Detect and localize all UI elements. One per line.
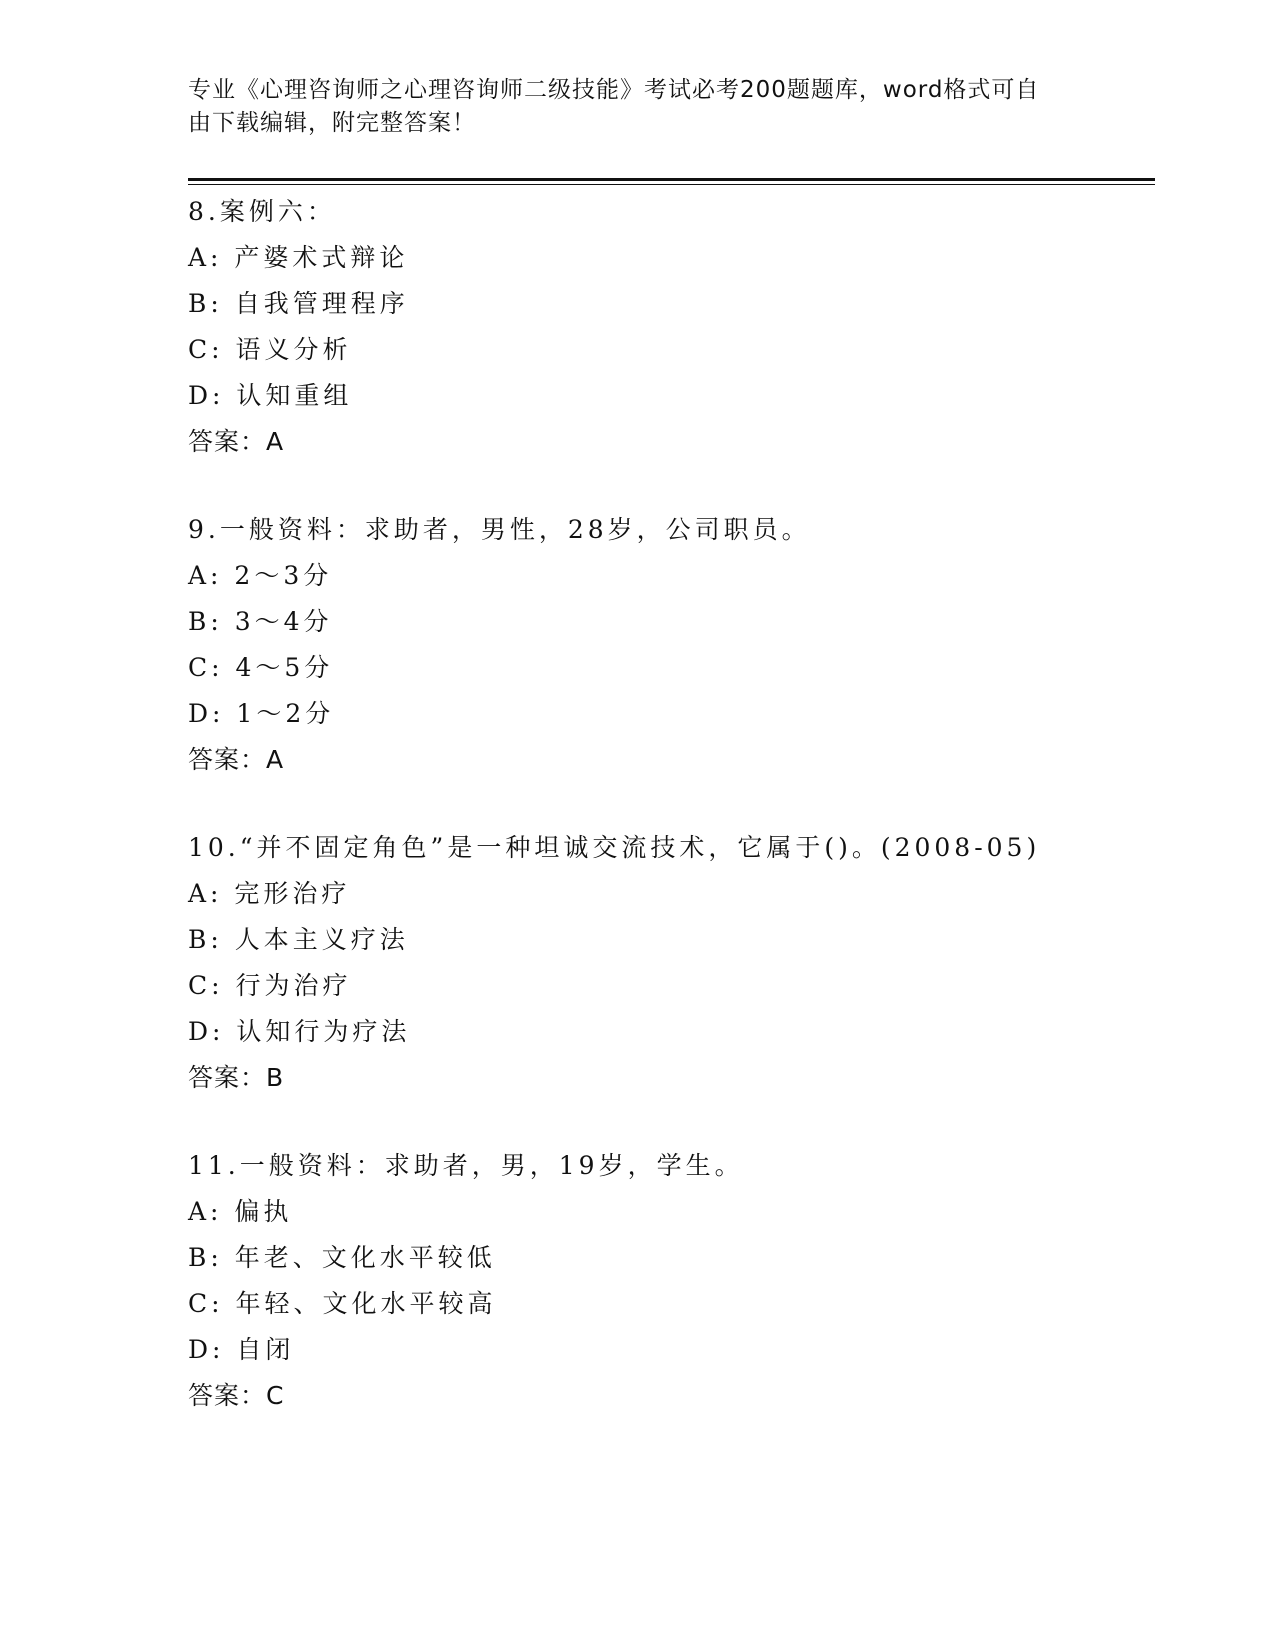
question-8 (188, 189, 1148, 465)
option-d: D: 自闭 (188, 1335, 295, 1364)
option-a: A: 偏执 (188, 1197, 293, 1226)
question-stem: 9.一般资料：求助者，男性，28岁，公司职员。 (188, 515, 811, 544)
header-divider-thin (188, 184, 1155, 185)
option-b: B: 自我管理程序 (188, 289, 409, 318)
option-a: A: 2～3分 (188, 561, 333, 590)
question-10 (188, 825, 1148, 1101)
question-stem: 11.一般资料：求助者，男，19岁，学生。 (188, 1151, 744, 1180)
question-stem: 8.案例六： (188, 197, 336, 226)
answer-line: 答案：A (188, 427, 285, 456)
header-line-2: 由下载编辑，附完整答案！ (188, 110, 476, 136)
option-c: C: 年轻、文化水平较高 (188, 1289, 497, 1318)
answer-line: 答案：C (188, 1381, 285, 1410)
question-list (188, 189, 1148, 1461)
answer-line: 答案：B (188, 1063, 285, 1092)
option-b: B: 3～4分 (188, 607, 333, 636)
header-line-1: 专业《心理咨询师之心理咨询师二级技能》考试必考200题题库，word格式可自 (188, 77, 1040, 103)
option-b: B: 年老、文化水平较低 (188, 1243, 496, 1272)
option-c: C: 行为治疗 (188, 971, 352, 1000)
option-a: A: 产婆术式辩论 (188, 243, 409, 272)
document-header (188, 74, 1068, 140)
option-c: C: 4～5分 (188, 653, 334, 682)
header-divider-thick (188, 178, 1155, 181)
option-d: D: 认知重组 (188, 381, 353, 410)
option-b: B: 人本主义疗法 (188, 925, 409, 954)
question-9 (188, 507, 1148, 783)
question-stem: 10.“并不固定角色”是一种坦诚交流技术，它属于()。(2008-05) (188, 833, 1041, 862)
option-a: A: 完形治疗 (188, 879, 351, 908)
option-d: D: 1～2分 (188, 699, 335, 728)
answer-line: 答案：A (188, 745, 285, 774)
question-11 (188, 1143, 1148, 1419)
option-d: D: 认知行为疗法 (188, 1017, 411, 1046)
option-c: C: 语义分析 (188, 335, 352, 364)
